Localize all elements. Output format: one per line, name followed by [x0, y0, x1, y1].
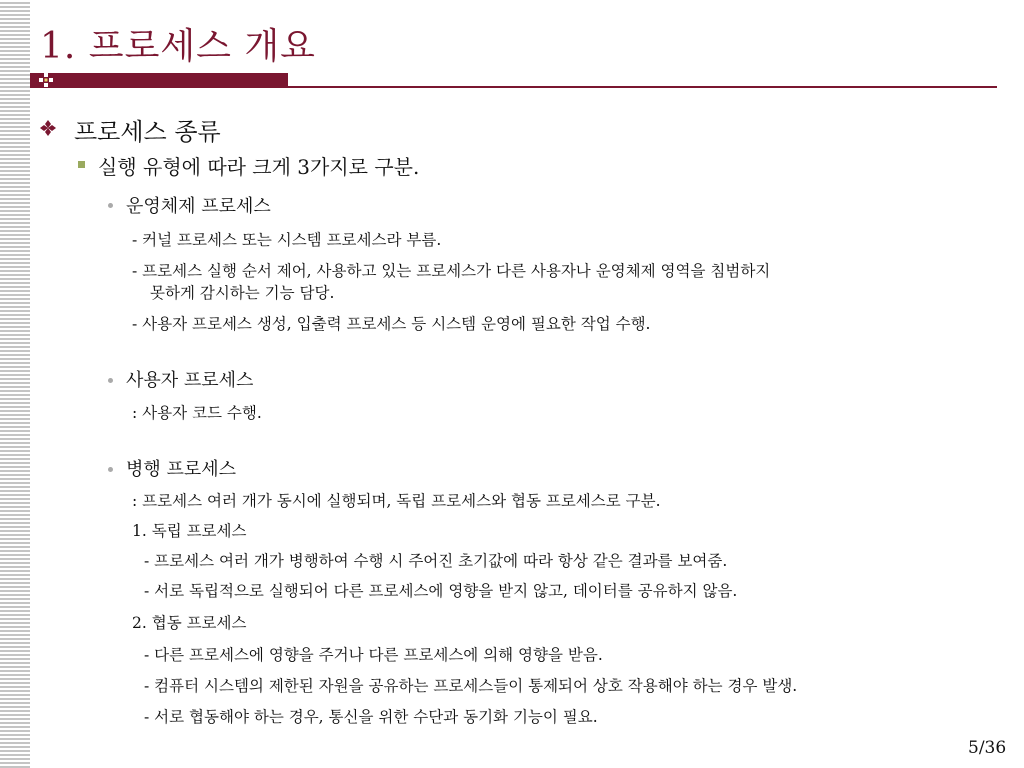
user-process-line: : 사용자 코드 수행. [132, 404, 262, 422]
concurrent-process-line: - 서로 독립적으로 실행되어 다른 프로세스에 영향을 받지 않고, 데이터를 공유하지 않음. [144, 582, 738, 600]
dot-bullet-icon [108, 378, 113, 383]
slide-title: 1. 프로세스 개요 [40, 26, 316, 67]
user-process-title: 사용자 프로세스 [126, 370, 254, 391]
os-process-line: - 커널 프로세스 또는 시스템 프로세스라 부름. [132, 231, 442, 249]
concurrent-process-title: 병행 프로세스 [126, 459, 237, 480]
concurrent-process-line: - 컴퓨터 시스템의 제한된 자원을 공유하는 프로세스들이 통제되어 상호 작용해야 하는 경우 발생. [144, 677, 798, 695]
os-process-title: 운영체제 프로세스 [126, 196, 271, 217]
os-process-line: - 사용자 프로세스 생성, 입출력 프로세스 등 시스템 운영에 필요한 작업 수행. [132, 315, 651, 333]
diamond-bullet-icon [38, 118, 58, 138]
concurrent-process-line: 1. 독립 프로세스 [132, 522, 247, 540]
os-process-line: - 프로세스 실행 순서 제어, 사용하고 있는 프로세스가 다른 사용자나 운영체제 영역을 침범하지 [132, 262, 771, 280]
subheading: 실행 유형에 따라 크게 3가지로 구분. [98, 155, 420, 179]
concurrent-process-line: - 프로세스 여러 개가 병행하여 수행 시 주어진 초기값에 따라 항상 같은 결과를 보여줌. [144, 552, 728, 570]
dot-bullet-icon [108, 467, 113, 472]
square-bullet-icon [78, 161, 85, 168]
concurrent-process-line: - 서로 협동해야 하는 경우, 통신을 위한 수단과 동기화 기능이 필요. [144, 708, 598, 726]
concurrent-process-line: - 다른 프로세스에 영향을 주거나 다른 프로세스에 의해 영향을 받음. [144, 646, 603, 664]
concurrent-process-line: 2. 협동 프로세스 [132, 614, 247, 632]
concurrent-process-line: : 프로세스 여러 개가 동시에 실행되며, 독립 프로세스와 협동 프로세스로 구분. [132, 492, 661, 510]
heading: 프로세스 종류 [74, 118, 221, 146]
dot-bullet-icon [108, 203, 113, 208]
page-number: 5/36 [968, 738, 1007, 758]
os-process-line: 못하게 감시하는 기능 담당. [150, 284, 335, 302]
